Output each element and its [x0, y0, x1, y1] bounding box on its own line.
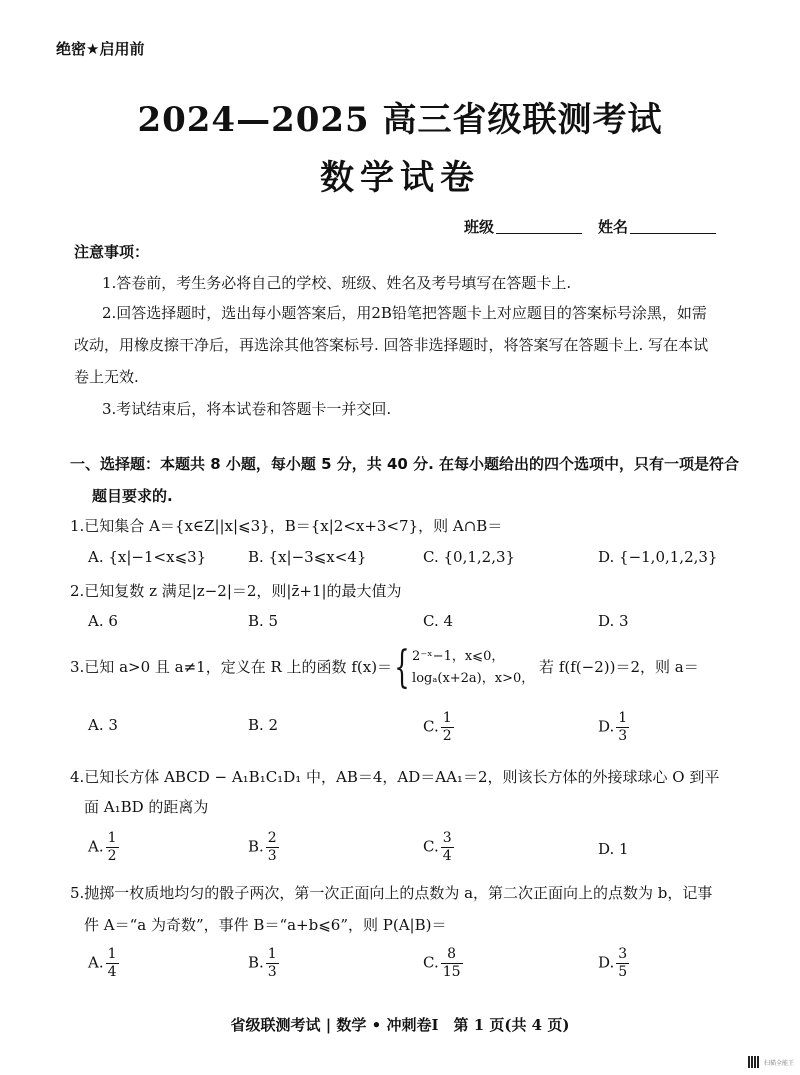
numerator: 1: [618, 710, 628, 726]
q3-option-b: B. 2: [248, 716, 279, 734]
denominator: 2: [107, 848, 117, 864]
q2-option-d: D. 3: [598, 612, 629, 630]
q2-option-b: B. 5: [248, 612, 279, 630]
name-blank: [630, 219, 716, 234]
section-heading-line-1: 一、选择题：本题共 8 小题，每小题 5 分，共 40 分. 在每小题给出的四个选项中，只有一项是符合: [70, 455, 740, 473]
q3-option-d-fraction: [616, 710, 629, 745]
denominator: 2: [442, 728, 452, 744]
q5-option-c: [423, 946, 463, 981]
q3-option-a: A. 3: [88, 716, 118, 734]
q3-stem-post: 若 f(f(−2))＝2，则 a＝: [539, 658, 699, 676]
exam-title: 2024—2025 高三省级联测考试: [137, 100, 663, 140]
denominator: 4: [107, 964, 117, 980]
q3-option-c-fraction: [441, 710, 454, 745]
qr-code-icon: [748, 1056, 760, 1068]
numerator: 2: [267, 830, 277, 846]
question-1-stem: 1.已知集合 A＝{x∈Z||x|⩽3}，B＝{x|2<x+3<7}，则 A∩B＝: [70, 517, 503, 535]
q4-option-c-fraction: [441, 830, 454, 865]
question-4-options: [88, 830, 738, 870]
question-4-line-2: 面 A₁BD 的距离为: [84, 798, 209, 816]
q2-option-c: C. 4: [423, 612, 454, 630]
note-item-2-line-2: 改动，用橡皮擦干净后，再选涂其他答案标号. 回答非选择题时，将答案写在答题卡上. 写在本试: [74, 336, 709, 354]
numerator: 1: [442, 710, 452, 726]
name-label: 姓名: [597, 218, 628, 236]
q5-option-c-fraction: [441, 946, 463, 981]
numerator: 3: [442, 830, 452, 846]
piece-1: 2⁻ˣ−1，x⩽0，: [412, 649, 505, 664]
q1-option-b: B. {x|−3⩽x<4}: [248, 548, 367, 566]
question-5-line-2: 件 A＝“a 为奇数”，事件 B＝“a+b⩽6”，则 P(A|B)＝: [84, 916, 447, 934]
q5-option-c-label: C.: [423, 953, 439, 972]
note-item-2-line-1: 2.回答选择题时，选出每小题答案后，用2B铅笔把答题卡上对应题目的答案标号涂黑，如需: [102, 304, 707, 322]
class-label: 班级: [463, 218, 494, 236]
numerator: 1: [267, 946, 277, 962]
piece-2: logₐ(x+2a)，x>0，: [412, 671, 535, 686]
q5-option-b-label: B.: [248, 953, 264, 972]
question-2-stem: 2.已知复数 z 满足|z−2|＝2，则|z̄+1|的最大值为: [70, 582, 402, 600]
question-4-line-1: 4.已知长方体 ABCD − A₁B₁C₁D₁ 中，AB＝4，AD＝AA₁＝2，则该长方体的外接球球心 O 到平: [70, 768, 720, 786]
denominator: 3: [267, 964, 277, 980]
numerator: 3: [618, 946, 628, 962]
q1-option-a: A. {x|−1<x⩽3}: [88, 548, 207, 566]
section-heading: [70, 448, 740, 512]
question-3-options: [88, 710, 738, 750]
notes-heading: 注意事项：: [74, 243, 150, 261]
denominator: 3: [618, 728, 628, 744]
piecewise-function: [412, 646, 534, 690]
q4-option-a-fraction: [106, 830, 119, 865]
q4-option-c: [423, 830, 454, 865]
confidential-mark: 绝密★启用前: [56, 40, 145, 58]
piecewise-brace: {: [394, 642, 410, 693]
q4-option-b-fraction: [266, 830, 279, 865]
q5-option-b: [248, 946, 279, 981]
question-5-options: [88, 946, 738, 986]
q4-option-b: [248, 830, 279, 865]
q5-option-d: [598, 946, 629, 981]
page-footer: 省级联测考试 | 数学 • 冲刺卷Ⅰ 第 1 页(共 4 页): [230, 1016, 570, 1034]
q4-option-c-label: C.: [423, 837, 439, 856]
note-item-3: 3.考试结束后，将本试卷和答题卡一并交回.: [102, 400, 392, 418]
note-item-2-line-3: 卷上无效.: [74, 368, 139, 386]
class-blank: [496, 219, 582, 234]
numerator: 1: [107, 830, 117, 846]
denominator: 15: [442, 964, 461, 980]
q2-option-a: A. 6: [88, 612, 118, 630]
denominator: 5: [618, 964, 628, 980]
denominator: 4: [442, 848, 452, 864]
q3-option-d-label: D.: [598, 717, 615, 736]
q5-option-a-fraction: [106, 946, 119, 981]
q3-option-c-label: C.: [423, 717, 439, 736]
section-heading-line-2: 题目要求的.: [92, 487, 173, 505]
q4-option-a-label: A.: [88, 837, 104, 856]
note-item-1: 1.答卷前，考生务必将自己的学校、班级、姓名及考号填写在答题卡上.: [102, 274, 572, 292]
q4-option-b-label: B.: [248, 837, 264, 856]
denominator: 3: [267, 848, 277, 864]
subject-title: 数学试卷: [320, 158, 480, 198]
q5-option-d-fraction: [616, 946, 629, 981]
numerator: 1: [107, 946, 117, 962]
q3-option-c: [423, 710, 454, 745]
question-5-line-1: 5.抛掷一枚质地均匀的骰子两次，第一次正面向上的点数为 a，第二次正面向上的点数为 b，记事: [70, 884, 713, 902]
q4-option-a: [88, 830, 119, 865]
class-name-fields: [464, 216, 716, 237]
q4-option-d: D. 1: [598, 840, 629, 858]
q1-option-d: D. {−1,0,1,2,3}: [598, 548, 718, 566]
q5-option-b-fraction: [266, 946, 279, 981]
question-3-stem: [70, 642, 740, 692]
scanner-logo: 扫描全能王: [764, 1060, 795, 1067]
q5-option-a: [88, 946, 119, 981]
q5-option-a-label: A.: [88, 953, 104, 972]
q3-option-d: [598, 710, 629, 745]
q3-stem-pre: 3.已知 a>0 且 a≠1，定义在 R 上的函数 f(x)＝: [70, 658, 393, 676]
q5-option-d-label: D.: [598, 953, 615, 972]
numerator: 8: [441, 946, 463, 964]
q1-option-c: C. {0,1,2,3}: [423, 548, 516, 566]
